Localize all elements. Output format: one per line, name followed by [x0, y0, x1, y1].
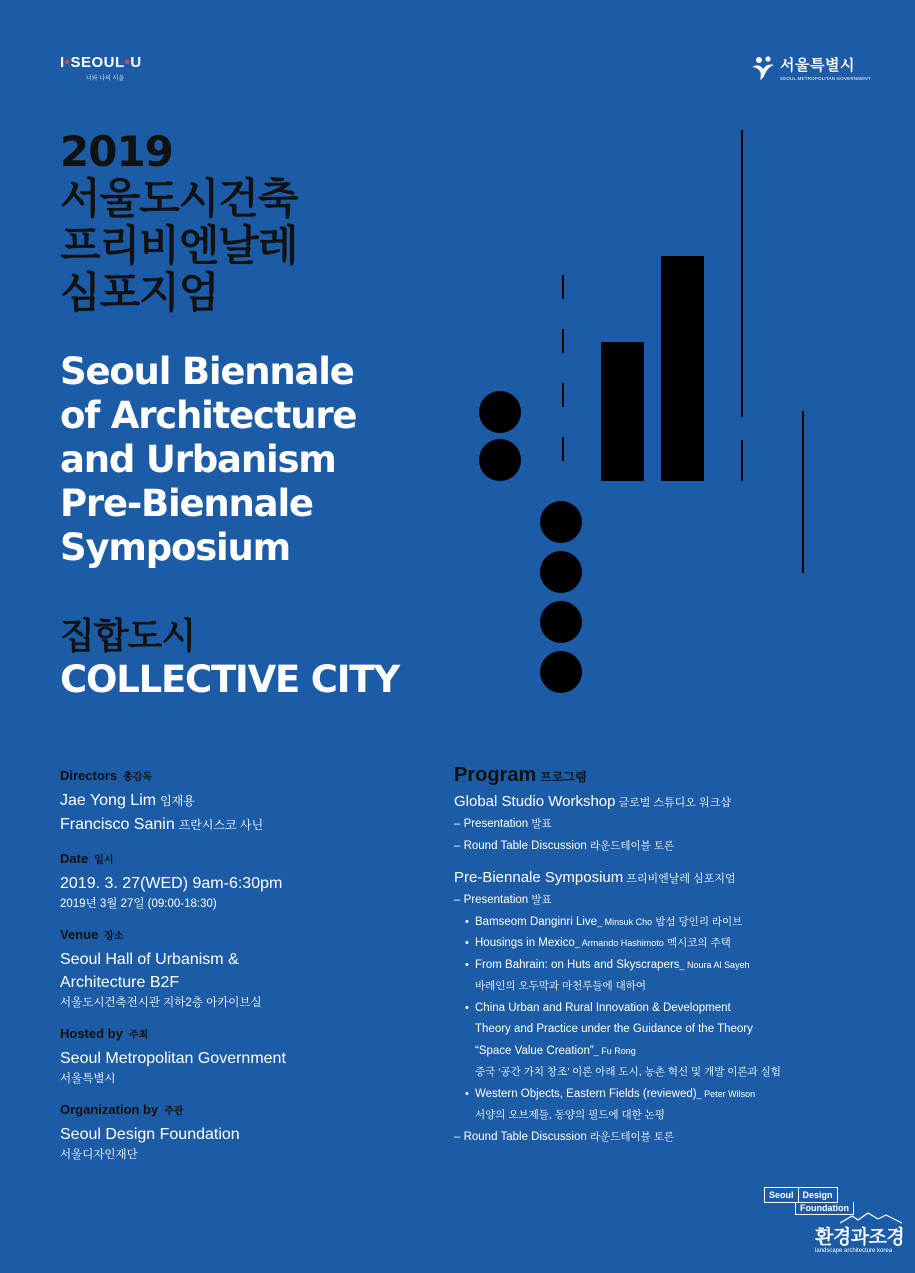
talk-speaker: _ Armando Hashimoto	[574, 938, 664, 948]
date-ko: 2019년 3월 27일 (09:00-18:30)	[60, 898, 217, 910]
logo-text: Seoul	[765, 1188, 799, 1202]
section-label	[60, 851, 390, 866]
item-en: – Round Table Discussion	[454, 839, 587, 852]
seoul-city-logo	[750, 54, 871, 81]
event-details	[60, 768, 390, 1178]
graphic-dot	[540, 501, 582, 543]
theme-english: COLLECTIVE CITY	[60, 658, 399, 701]
graphic-bar	[601, 342, 644, 481]
talk-title-ko: 멕시코의 주택	[666, 937, 731, 949]
host-ko: 서울특별시	[60, 1073, 116, 1085]
program-item	[454, 836, 894, 858]
program-title	[454, 764, 894, 787]
item-en: – Round Table Discussion	[454, 1130, 587, 1143]
talk-title: Theory and Practice under the Guidance of the Theory	[475, 1023, 753, 1035]
i-seoul-u-logo: I•SEOUL•U 너와 나의 서울	[60, 54, 142, 82]
session-title: Pre-Biennale Symposium	[454, 869, 624, 886]
talk-item	[465, 1084, 894, 1106]
title-line: 서울도시건축	[60, 174, 298, 223]
talk-item	[465, 933, 894, 955]
director-name-ko: 임재용	[160, 794, 195, 808]
program-session-head	[454, 791, 894, 814]
logo-text: I	[60, 54, 65, 71]
director	[60, 789, 390, 813]
talk-title: Housings in Mexico	[475, 937, 575, 949]
talk-title: From Bahrain: on Huts and Skyscrapers	[475, 958, 680, 971]
title-line: and Urbanism	[60, 438, 336, 481]
venue-en: Seoul Hall of Urbanism &	[60, 951, 239, 968]
label-ko: 주최	[128, 1030, 149, 1041]
logo-text: 환경과조경	[815, 1227, 905, 1248]
program	[454, 764, 894, 1148]
talk-speaker: _ Fu Rong	[593, 1045, 636, 1056]
logo-text: Foundation	[795, 1202, 854, 1215]
program-session-head	[454, 867, 894, 890]
director-name-ko: 프란시스코 사닌	[178, 818, 264, 832]
session-title-ko: 글로벌 스튜디오 워크샵	[618, 797, 731, 809]
talk-title: China Urban and Rural Innovation & Development	[475, 1001, 731, 1014]
item-ko: 라운드테이블 토론	[589, 839, 675, 852]
directors-section	[60, 768, 390, 837]
title-line: 2019	[60, 127, 173, 176]
program-item	[454, 890, 894, 912]
talk-title-ko: 중국 ‘공간 가치 창조’ 이론 아래 도시, 농촌 혁신 및 개발 이론과 실험	[475, 1066, 781, 1078]
landscape-architecture-korea-logo	[815, 1222, 904, 1254]
talk-item	[465, 998, 894, 1020]
talk-title-ko: 바레인의 오두막과 마천루들에 대하여	[475, 980, 647, 992]
talk-speaker: _ Peter Wilson	[696, 1088, 756, 1099]
graphic-dot	[540, 551, 582, 593]
host-en: Seoul Metropolitan Government	[60, 1050, 286, 1067]
graphic-dot	[540, 651, 582, 693]
seoul-design-foundation-logo	[764, 1187, 849, 1213]
hosted-section	[60, 1026, 390, 1088]
talk-title-ko: 밤섬 당인리 라이브	[655, 915, 743, 928]
program-item	[454, 1127, 894, 1149]
label-ko: 일시	[94, 855, 114, 866]
label-en: Hosted by	[60, 1026, 123, 1041]
talk-title: “Space Value Creation”	[475, 1044, 594, 1057]
logo-subtext: landscape architecture korea	[815, 1248, 893, 1254]
talk-speaker: _ Minsuk Cho	[597, 916, 653, 927]
section-label	[60, 768, 390, 783]
venue-section	[60, 927, 390, 1012]
title-line: 프리비엔날레	[60, 221, 298, 270]
graphic-dot	[479, 439, 521, 481]
talk-title-line	[454, 1041, 894, 1063]
seoul-city-name-en: SEOUL METROPOLITAN GOVERNMENT	[780, 76, 871, 81]
section-label	[60, 927, 390, 942]
title-line: 심포지엄	[60, 268, 219, 317]
logo-text: Design	[802, 1190, 833, 1200]
theme	[60, 616, 399, 702]
title-line: Seoul Biennale	[60, 350, 354, 393]
label-ko: 총감독	[123, 772, 153, 783]
item-ko: 라운드테이블 토론	[589, 1130, 675, 1143]
title-korean	[60, 128, 297, 316]
director	[60, 813, 390, 837]
title-line: of Architecture	[60, 394, 357, 437]
organizer-en: Seoul Design Foundation	[60, 1126, 240, 1143]
date-section	[60, 851, 390, 913]
talk-ko-line	[454, 1105, 894, 1127]
organizer-ko: 서울디자인재단	[60, 1149, 138, 1161]
title-line: Pre-Biennale	[60, 482, 313, 525]
label-en: Organization by	[60, 1102, 159, 1117]
talk-item	[465, 955, 894, 977]
program-title-en: Program	[454, 764, 537, 786]
venue-en: Architecture B2F	[60, 974, 180, 991]
seoul-city-name: 서울특별시	[780, 57, 855, 74]
talk-title-line	[454, 1019, 894, 1041]
program-title-ko: 프로그램	[540, 770, 587, 784]
item-ko: 발표	[531, 894, 552, 906]
director-name: Francisco Sanin	[60, 816, 175, 833]
item-en: – Presentation	[454, 818, 529, 830]
title-english	[60, 350, 356, 570]
graphic-bar	[661, 256, 704, 481]
seoul-city-emblem-icon	[750, 55, 776, 81]
talk-item	[465, 912, 894, 934]
label-en: Venue	[60, 927, 99, 942]
logo-text: SEOUL	[70, 54, 125, 71]
graphic-dot	[479, 391, 521, 433]
decorative-graphic	[470, 125, 815, 700]
talk-title: Western Objects, Eastern Fields (reviewed)	[475, 1087, 697, 1100]
talk-speaker: _ Noura Al Sayeh	[679, 959, 750, 970]
title-line: Symposium	[60, 526, 291, 569]
section-label	[60, 1026, 390, 1041]
label-en: Directors	[60, 768, 118, 783]
section-label	[60, 1102, 390, 1117]
theme-korean: 집합도시	[60, 616, 196, 657]
item-ko: 발표	[531, 818, 552, 830]
organization-section	[60, 1102, 390, 1164]
graphic-dot	[540, 601, 582, 643]
label-en: Date	[60, 851, 89, 866]
venue-ko: 서울도시건축전시관 지하2층 아카이브실	[60, 997, 262, 1009]
date-en: 2019. 3. 27(WED) 9am-6:30pm	[60, 875, 283, 892]
label-ko: 장소	[104, 931, 124, 942]
logo-text: U	[130, 54, 142, 71]
program-item	[454, 814, 894, 836]
item-en: – Presentation	[454, 894, 529, 906]
session-title: Global Studio Workshop	[454, 793, 616, 810]
label-ko: 주관	[164, 1106, 184, 1117]
session-title-ko: 프리비엔날레 심포지엄	[626, 873, 736, 885]
talk-title-ko: 서양의 오브제들, 동양의 필드에 대한 논평	[475, 1109, 665, 1121]
director-name: Jae Yong Lim	[60, 792, 157, 809]
logo-subtext: 너와 나의 서울	[86, 76, 125, 82]
talk-ko-line	[454, 1062, 894, 1084]
talk-ko-line	[454, 976, 894, 998]
talk-title: Bamseom Danginri Live	[475, 915, 598, 928]
